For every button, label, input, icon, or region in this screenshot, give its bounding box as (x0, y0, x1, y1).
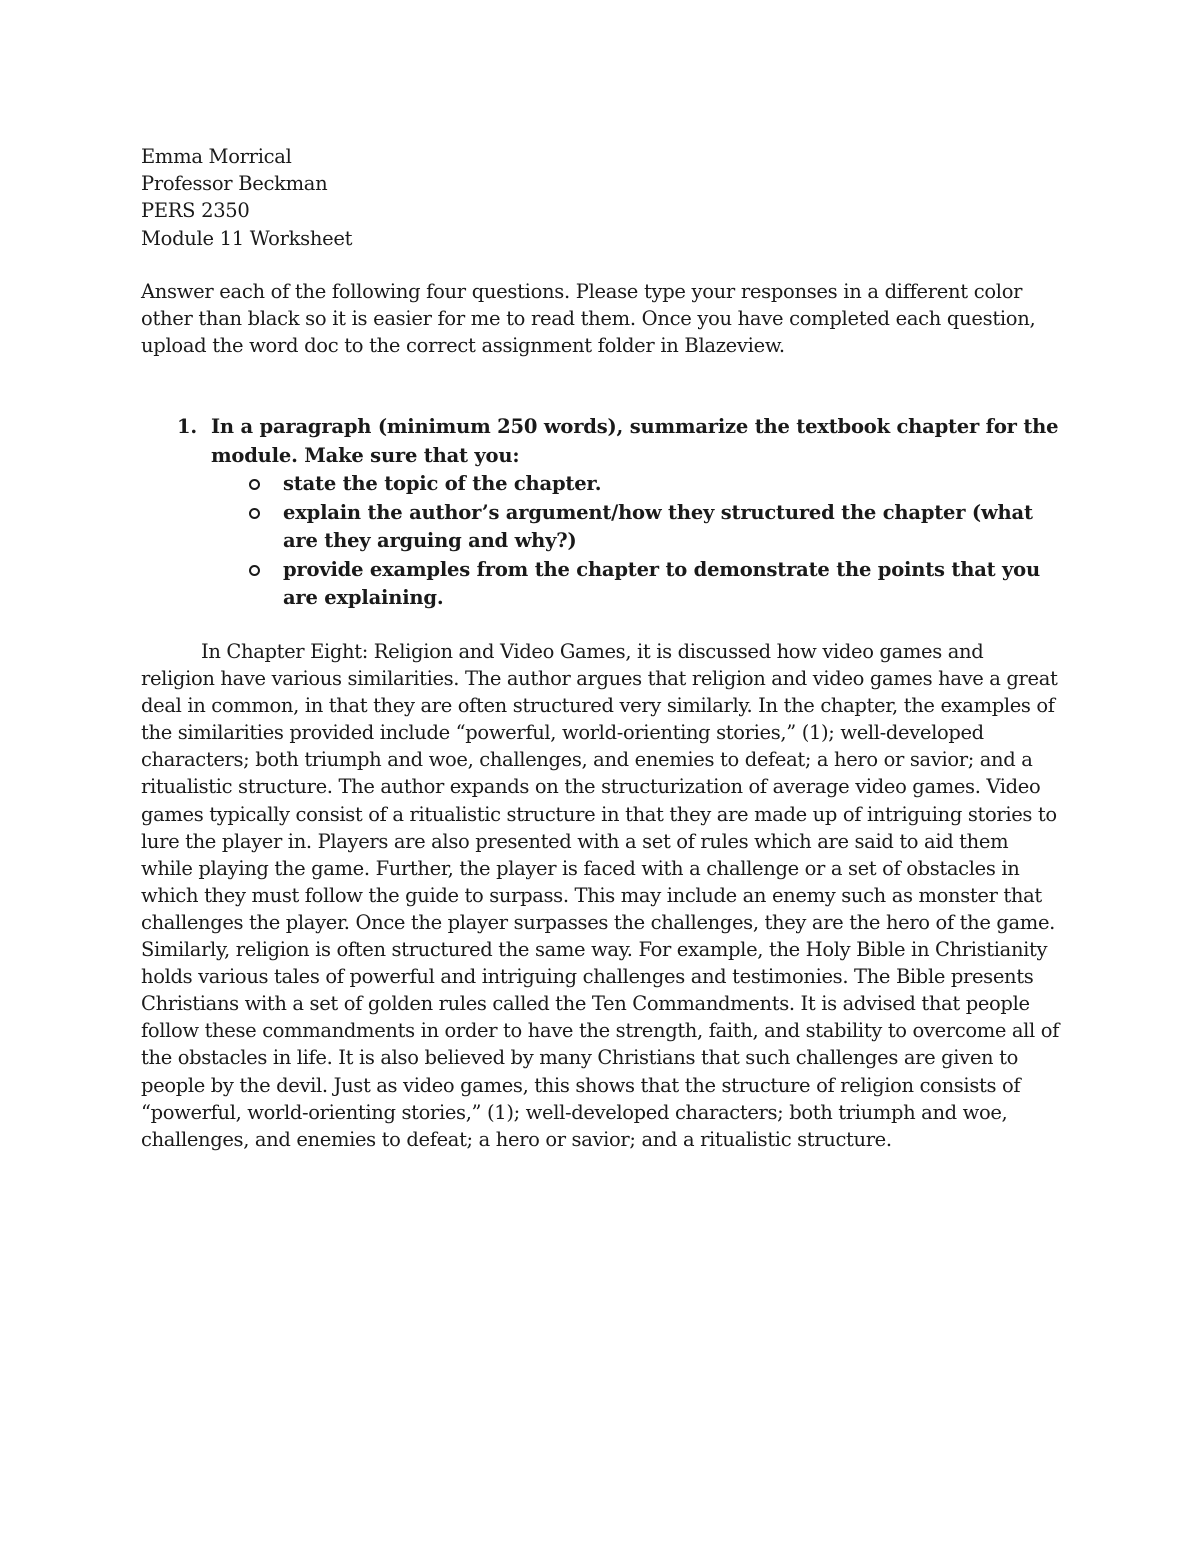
course-code: PERS 2350 (141, 199, 250, 223)
answer-1-paragraph: In Chapter Eight: Religion and Video Games, it is discussed how video games and religion have various similarities. The author argues that religion and video games have a great deal in common, in that they are often structured very similarly. In the chapter, the examples of the similarities provided include “powerful, world-orienting stories,” (1); well-developed characters; both triumph and woe, challenges, and enemies to defeat; a hero or savior; and a ritualistic structure. The author expands on the structurization of average video games. Video games typically consist of a ritualistic structure in that they are made up of intriguing stories to lure the player in. Players are also presented with a set of rules which are said to aid them while playing the game. Further, the player is faced with a challenge or a set of obstacles in which they must follow the guide to surpass. This may include an enemy such as monster that challenges the player. Once the player surpasses the challenges, they are the hero of the game. Similarly, religion is often structured the same way. For example, the Holy Bible in Christianity holds various tales of powerful and intriguing challenges and testimonies. The Bible presents Christians with a set of golden rules called the Ten Commandments. It is advised that people follow these commandments in order to have the strength, faith, and stability to overcome all of the obstacles in life. It is also believed by many Christians that such challenges are given to people by the devil. Just as video games, this shows that the structure of religion consists of “powerful, world-orienting stories,” (1); well-developed characters; both triumph and woe, challenges, and enemies to defeat; a hero or savior; and a ritualistic structure. (141, 640, 1060, 1151)
professor-name: Professor Beckman (141, 172, 328, 196)
instructions-paragraph: Answer each of the following four questions. Please type your responses in a different color other than black so it is easier for me to read them. Once you have completed each question, upload the word doc to the correct assignment folder in Blazeview. (141, 280, 1036, 358)
assignment-title: Module 11 Worksheet (141, 226, 353, 250)
hollow-circle-bullet-icon (249, 508, 260, 519)
question-number: 1. (177, 415, 197, 438)
question-prompt: In a paragraph (minimum 250 words), summarize the textbook chapter for the module. Make sure that you: (211, 415, 1059, 467)
bullet-item (141, 499, 1061, 556)
bullet-text: explain the author’s argument/how they structured the chapter (what are they arguing and why?) (283, 500, 1033, 552)
document-header (141, 143, 1061, 252)
question-1 (141, 413, 1061, 613)
question-1-bullet-list (141, 470, 1061, 613)
bullet-text: provide examples from the chapter to demonstrate the points that you are explaining. (283, 557, 1040, 609)
question-1-prompt-row (141, 413, 1061, 470)
hollow-circle-bullet-icon (249, 479, 260, 490)
bullet-item (141, 470, 1061, 499)
hollow-circle-bullet-icon (249, 565, 260, 576)
bullet-item (141, 556, 1061, 613)
student-name: Emma Morrical (141, 145, 292, 168)
bullet-text: state the topic of the chapter. (283, 472, 602, 495)
